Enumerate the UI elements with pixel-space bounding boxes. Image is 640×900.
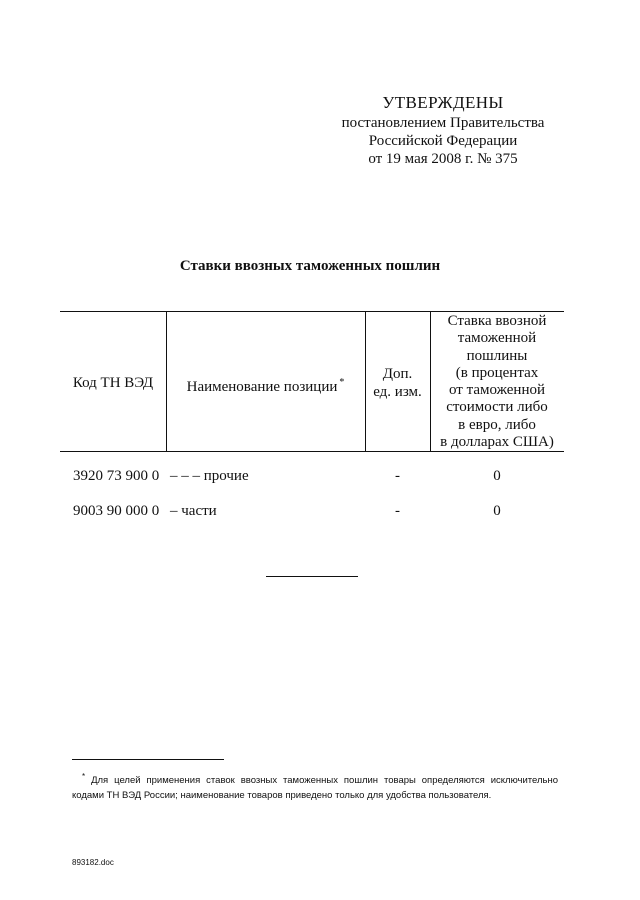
- file-identifier: 893182.doc: [72, 858, 114, 867]
- row-code: 9003 90 000 0: [73, 503, 160, 519]
- footnote-separator: [72, 759, 224, 760]
- row-code: 3920 73 900 0: [73, 468, 160, 484]
- approval-title: УТВЕРЖДЕНЫ: [382, 93, 504, 112]
- header-rate-line: стоимости либо: [446, 399, 548, 416]
- footnote: [72, 769, 558, 803]
- approval-line-2: Российской Федерации: [368, 133, 518, 149]
- document-title: Ставки ввозных таможенных пошлин: [179, 258, 441, 274]
- header-rate-line: пошлины: [466, 347, 528, 364]
- header-unit: [365, 365, 430, 401]
- header-name: [166, 374, 365, 396]
- row-unit: -: [395, 468, 400, 484]
- footnote-mark: *: [82, 772, 86, 781]
- row-rate: 0: [493, 503, 501, 519]
- footnote-marker: *: [339, 377, 345, 388]
- table-row: [0, 468, 640, 488]
- approval-block: [334, 94, 552, 168]
- row-unit: -: [395, 503, 400, 519]
- table-top-rule: [60, 311, 564, 312]
- end-of-table-rule: [266, 576, 358, 577]
- header-unit-line-1: Доп.: [382, 366, 413, 382]
- header-rate: [430, 313, 564, 451]
- header-rate-line: (в процентах: [455, 364, 539, 381]
- header-rate-line: от таможенной: [448, 382, 546, 399]
- table-row: [0, 503, 640, 523]
- header-code: Код ТН ВЭД: [72, 375, 154, 391]
- header-unit-line-2: ед. изм.: [373, 384, 422, 400]
- row-rate: 0: [493, 468, 501, 484]
- row-name: – – – прочие: [170, 468, 249, 484]
- approval-line-3: от 19 мая 2008 г. № 375: [368, 151, 518, 167]
- footnote-text: Для целей применения ставок ввозных таможенных пошлин товары определяются исключительно кодами ТН ВЭД России; наименование товаров приведено только для удобства пользователя.: [72, 775, 559, 801]
- header-rate-line: таможенной: [457, 330, 537, 347]
- header-rate-line: в евро, либо: [458, 416, 536, 433]
- approval-line-1: постановлением Правительства: [341, 115, 545, 131]
- header-name-label: Наименование позиции: [186, 379, 338, 395]
- row-name: – части: [170, 503, 217, 519]
- header-rate-line: Ставка ввозной: [447, 313, 547, 329]
- header-rate-line: в долларах США): [440, 434, 554, 451]
